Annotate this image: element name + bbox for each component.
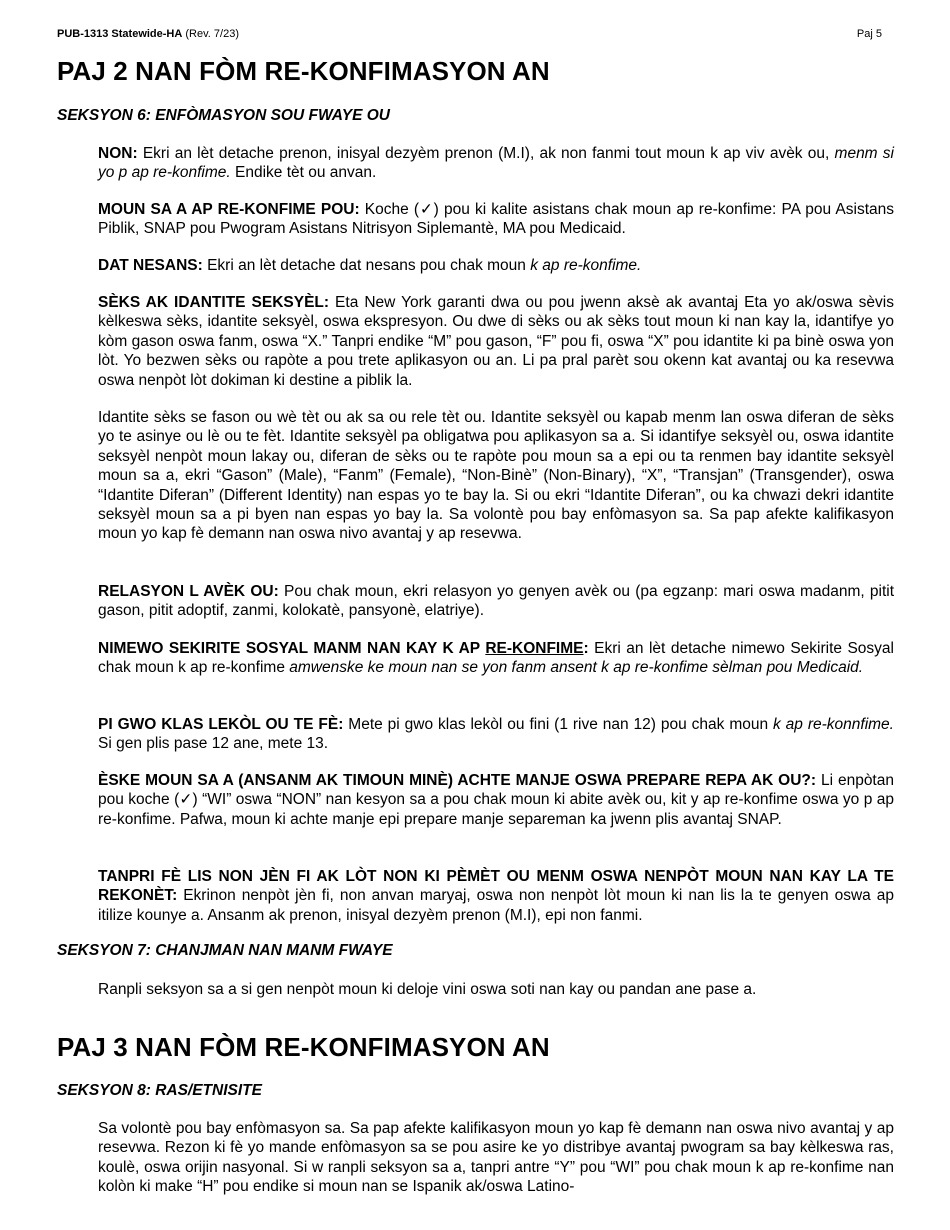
para-section7: Ranpli seksyon sa a si gen nenpòt moun ki deloje vini oswa soti nan kay ou pandan ane pase a. <box>98 981 757 998</box>
para-klas <box>98 715 894 754</box>
italic-nimewo: amwenske ke moun nan se yon fanm ansent k ap re-konfime sèlman pou Medicaid. <box>289 659 864 677</box>
label-manje: ÈSKE MOUN SA A (ANSANM AK TIMOUN MINÈ) ACHTE MANJE OSWA PREPARE REPA AK OU?: <box>98 772 817 789</box>
label-nimewo-underline: RE-KONFIME <box>485 640 584 657</box>
section8-title: SEKSYON 8: RAS/ETNISITE <box>57 1082 262 1099</box>
text-seks: Eta New York garanti dwa ou pou jwenn aksè ak avantaj Eta yo ak/oswa sèvis kèlkeswa sèks, idantite seksyèl, oswa ekspresyon. Ou dwe di sèks ou ak sèks tout moun ki nan kay la, idantifye yo kòm gason oswa fanm, oswa “X.” Tanpri endike “M” pou gason, “F” pou fi, oswa “X” pou idantite ki pa binè oswa yon lòt. Yo bezwen sèks ou rapòte a pou trete aplikasyon ou an. Li pa pral parèt sou okenn kat avantaj ou ka resevwa oswa nenpòt lòt dokiman ki destine a piblik la. <box>98 294 894 389</box>
text-nimewo: Ekri an lèt detache nimewo Sekirite Sosyal chak moun k ap re-konfime <box>98 640 894 677</box>
text-klas-2: Si gen plis pase 12 ane, mete 13. <box>98 735 329 753</box>
para-section8: Sa volontè pou bay enfòmasyon sa. Sa pap afekte kalifikasyon moun yo kap fè demann nan oswa nivo avantaj y ap resevwa. Rezon ki fè yo mande enfòmasyon sa se pou asire ke yo distribye avantaj pwogram sa bay kèlkeswa ras, koulè, oswa orijin nasyonal. Si w ranpli seksyon sa a, tanpri antre “Y” pou “WI” pou chak moun k ap re-konfime nan kolòn ki make “H” pou endike si moun nan se Ispanik ak/oswa Latino- <box>98 1120 894 1196</box>
label-tanpri: TANPRI FÈ LIS NON JÈN FI AK LÒT NON KI PÈMÈT OU MENM OSWA NENPÒT MOUN NAN KAY LA TE REKONÈT: <box>98 868 894 905</box>
label-moun: MOUN SA A AP RE-KONFIME POU: <box>98 201 360 218</box>
form-id-code: PUB-1313 Statewide-HA <box>57 28 183 40</box>
text-relasyon: Pou chak moun, ekri relasyon yo genyen avèk ou (pa egzanp: mari oswa madanm, pitit gason, pitit adoptif, zanmi, kolokatè, pansyonè, elatriye). <box>98 583 895 620</box>
label-nimewo-a: NIMEWO SEKIRITE SOSYAL MANM NAN KAY K AP <box>98 640 486 657</box>
page3-title: PAJ 3 NAN FÒM RE-KONFIMASYON AN <box>57 1032 550 1062</box>
text-non-2: Endike tèt ou anvan. <box>230 164 377 182</box>
section7-title: SEKSYON 7: CHANJMAN NAN MANM FWAYE <box>57 942 393 959</box>
label-klas: PI GWO KLAS LEKÒL OU TE FÈ: <box>98 716 344 733</box>
italic-non: menm si yo p ap re-konfime. <box>98 145 894 182</box>
text-moun: Koche (✓) pou ki kalite asistans chak moun ap re-konfime: PA pou Asistans Piblik, SNAP pou Pwogram Asistans Nitrisyon Siplemantè, MA pou Medicaid. <box>98 201 894 238</box>
para-nimewo <box>98 639 894 678</box>
form-revision: (Rev. 7/23) <box>185 28 239 40</box>
page2-title: PAJ 2 NAN FÒM RE-KONFIMASYON AN <box>57 56 550 86</box>
text-klas: Mete pi gwo klas lekòl ou fini (1 rive nan 12) pou chak moun <box>343 716 774 733</box>
text-dat: Ekri an lèt detache dat nesans pou chak moun <box>202 257 531 274</box>
label-nimewo-end: : <box>583 640 589 657</box>
page-number: Paj 5 <box>856 28 882 40</box>
text-tanpri: Ekrinon nenpòt jèn fi, non anvan maryaj, oswa non nenpòt lòt moun ki nan lis la te genyen oswa ap itilize kounye a. Ansanm ak prenon, inisyal dezyèm prenon (M.I), epi non fanmi. <box>98 887 894 924</box>
label-seks: SÈKS AK IDANTITE SEKSYÈL: <box>98 294 330 311</box>
label-relasyon: RELASYON L AVÈK OU: <box>98 583 279 600</box>
text-non: Ekri an lèt detache prenon, inisyal dezyèm prenon (M.I), ak non fanmi tout moun k ap viv avèk ou, <box>137 145 835 162</box>
label-nimewo <box>98 640 589 657</box>
italic-dat: k ap re-konfime. <box>530 257 642 274</box>
para-manje <box>98 771 894 829</box>
para-moun <box>98 200 894 239</box>
para-tanpri <box>98 867 894 925</box>
para-dat <box>98 256 894 275</box>
italic-klas: k ap re-konnfime. <box>773 716 894 733</box>
para-non <box>98 144 894 183</box>
para-idantite: Idantite sèks se fason ou wè tèt ou ak sa ou rele tèt ou. Idantite seksyèl ou kapab menm lan oswa diferan de sèks yo te asinye ou lè ou te fèt. Idantite seksyèl pa obligatwa pou aplikasyon sa a. Si idantifye seksyèl ou, oswa idantite seksyèl nenpòt moun lakay ou, diferan de sèks ou te rapòte pou moun sa a epi ou ta renmen bay idantite seksyèl moun sa a, ekri “Gason” (Male), “Fanm” (Female), “Non-Binè” (Non-Binary), “X”, “Transjan” (Transgender), oswa “Idantite Diferan” (Different Identity) nan espas yo te bay la. Si ou ekri “Idantite Diferan”, ou ka chwazi dekri idantite seksyèl moun sa a pi byen nan espas yo bay la. Sa volontè pou bay enfòmasyon sa. Sa pap afekte kalifikasyon moun yo kap fè demann nan oswa nivo avantaj y ap resevwa. <box>98 409 894 543</box>
label-dat: DAT NESANS: <box>98 257 203 274</box>
label-non: NON: <box>98 145 138 162</box>
para-seks <box>98 293 894 390</box>
text-manje: Li enpòtan pou koche (✓) “WI” oswa “NON” nan kesyon sa a pou chak moun ki abite avèk ou, kit y ap re-konfime oswa yo p ap re-konfime. Pafwa, moun ki achte manje epi prepare manje separeman ka jwenn plis avantaj SNAP. <box>98 772 894 828</box>
section6-title: SEKSYON 6: ENFÒMASYON SOU FWAYE OU <box>57 107 391 124</box>
form-id <box>57 28 239 40</box>
para-relasyon <box>98 582 894 621</box>
